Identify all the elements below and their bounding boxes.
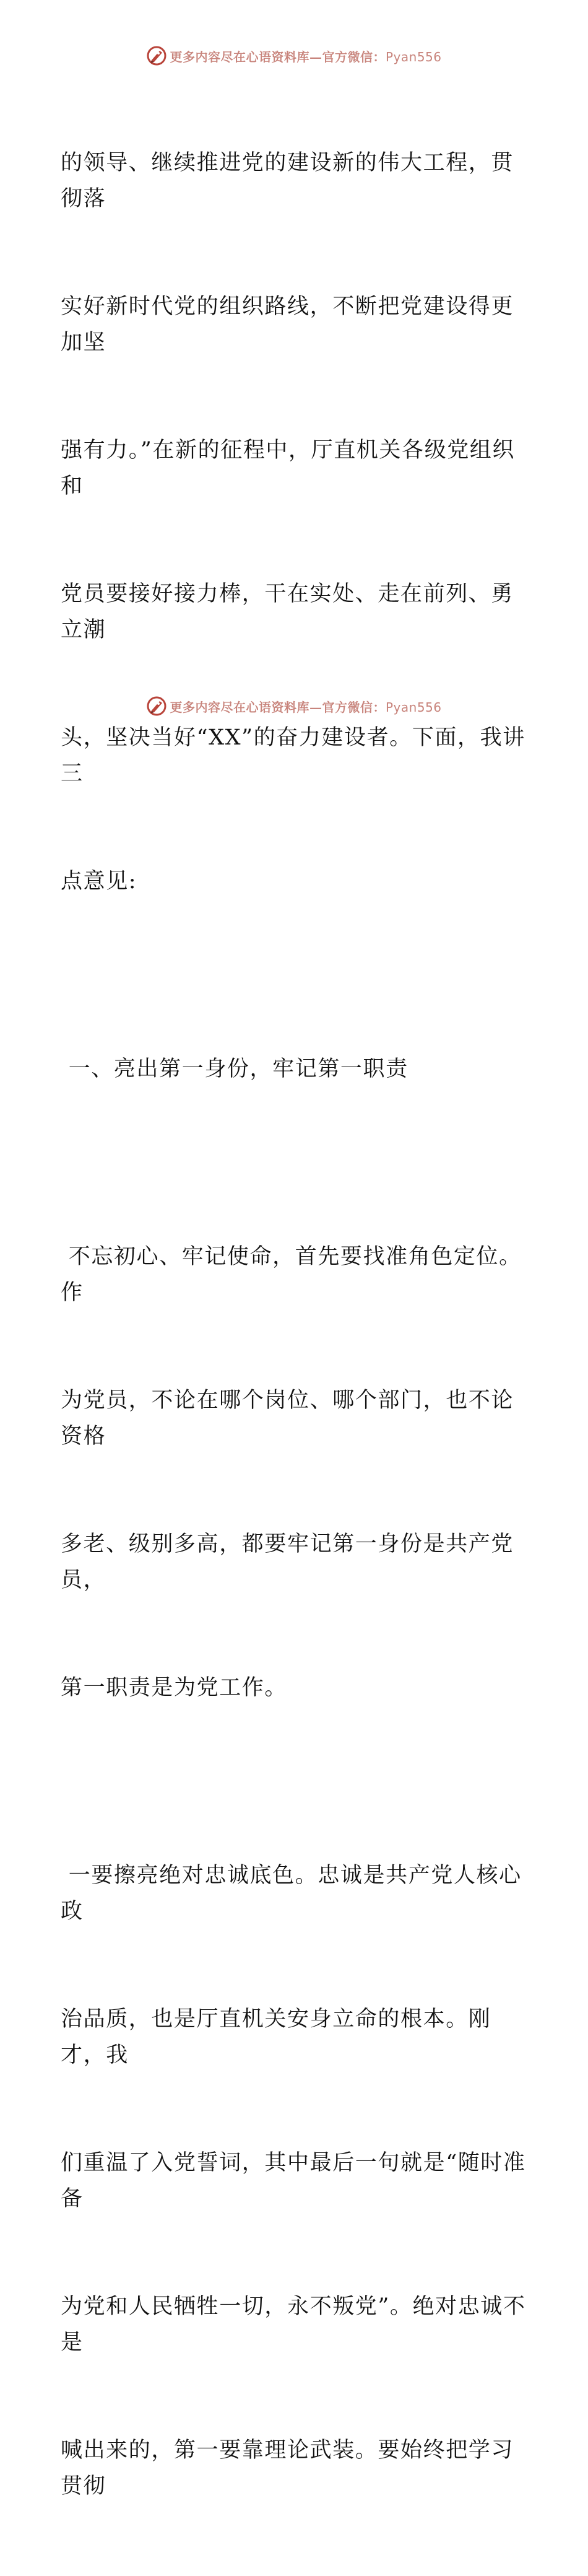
pen-logo-icon bbox=[146, 45, 167, 66]
watermark-main-text: 更多内容尽在心语资料库—官方微信： bbox=[170, 699, 386, 715]
text-line: 党员要接好接力棒，干在实处、走在前列、勇立潮 bbox=[61, 582, 514, 642]
text-line: 们重温了入党誓词，其中最后一句就是“随时准备 bbox=[61, 2150, 526, 2211]
watermark-main-text: 更多内容尽在心语资料库—官方微信： bbox=[170, 49, 386, 64]
text-line: 一要擦亮绝对忠诚底色。忠诚是共产党人核心政 bbox=[61, 1863, 522, 1924]
watermark-text bbox=[170, 697, 441, 715]
watermark-text bbox=[170, 47, 441, 65]
paragraph-role bbox=[61, 1167, 531, 1778]
header-watermark bbox=[0, 43, 588, 68]
text-line: 喊出来的，第一要靠理论武装。要始终把学习贯彻 bbox=[61, 2438, 514, 2499]
text-line: 多老、级别多高，都要牢记第一身份是共产党员， bbox=[61, 1532, 514, 1592]
text-line: 实好新时代党的组织路线，不断把党建设得更加坚 bbox=[61, 294, 514, 355]
paragraph-intro bbox=[61, 73, 531, 971]
text-line: 第一职责是为党工作。 bbox=[61, 1675, 288, 1700]
watermark-handle: Pyan556 bbox=[385, 699, 442, 715]
text-line: 强有力。”在新的征程中，厅直机关各级党组织和 bbox=[61, 438, 515, 499]
text-line: 治品质，也是厅直机关安身立命的根本。刚才，我 bbox=[61, 2007, 491, 2067]
text-line: 为党和人民牺牲一切，永不叛党”。绝对忠诚不是 bbox=[61, 2294, 526, 2355]
text-line: 点意见: bbox=[61, 869, 137, 894]
footer-watermark bbox=[0, 694, 588, 718]
pen-logo-icon bbox=[146, 696, 167, 717]
document-body bbox=[61, 73, 531, 2576]
text-line: 不忘初心、牢记使命，首先要找准角色定位。作 bbox=[61, 1244, 522, 1305]
text-line: 的领导、继续推进党的建设新的伟大工程，贯彻落 bbox=[61, 151, 514, 211]
watermark-handle: Pyan556 bbox=[385, 49, 442, 64]
heading-line: 一、亮出第一身份，牢记第一职责 bbox=[61, 1057, 409, 1081]
text-line: 头，坚决当好“XX”的奋力建设者。下面，我讲三 bbox=[61, 725, 525, 786]
text-line: 为党员，不论在哪个岗位、哪个部门，也不论资格 bbox=[61, 1388, 514, 1449]
section-heading bbox=[61, 979, 531, 1159]
paragraph-loyalty bbox=[61, 1786, 531, 2576]
